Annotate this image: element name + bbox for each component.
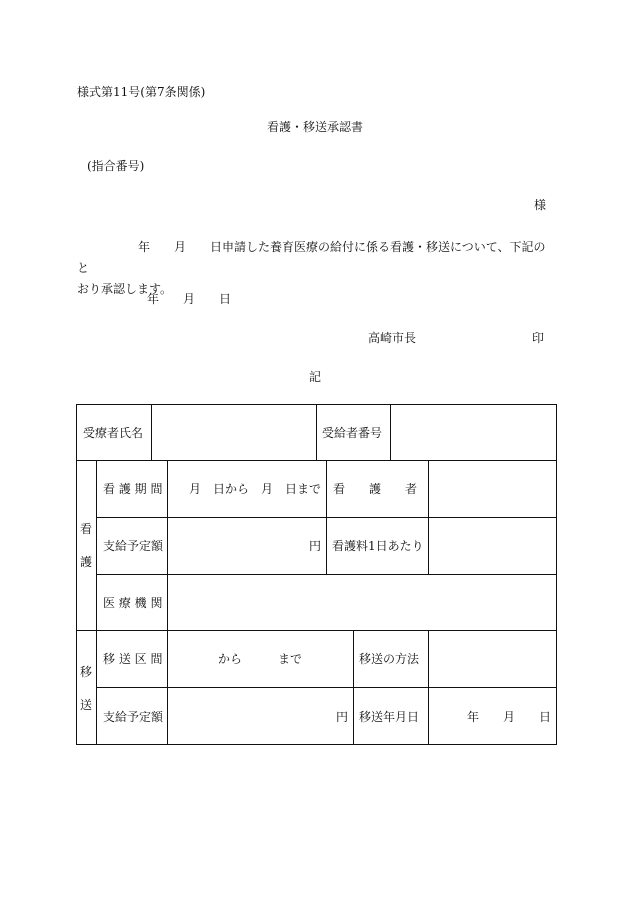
ki-heading: 記 <box>308 370 321 384</box>
daily-fee-field[interactable] <box>428 517 557 574</box>
recipient-number-label: 受給者番号 <box>322 425 383 440</box>
transport-method-label: 移送の方法 <box>359 652 420 666</box>
transport-group-char: 移 <box>79 664 92 679</box>
seal-mark: 印 <box>532 331 545 345</box>
approval-table <box>76 404 557 745</box>
nursing-period-value[interactable]: 月 日から 月 日まで <box>188 482 321 496</box>
medical-institution-label: 医 療 機 関 <box>103 595 163 610</box>
daily-fee-label: 看護料1日あたり <box>332 539 424 553</box>
statement-day-text: 日申請した養育医療の給付に係る看護・移送について、下記のと <box>77 240 546 275</box>
document-title: 看護・移送承認書 <box>266 120 363 134</box>
issue-month: 月 <box>183 292 196 306</box>
nursing-period-label: 看 護 期 間 <box>103 482 163 496</box>
statement-year: 年 <box>138 240 151 254</box>
statement-line2: おり承認します。 <box>77 282 173 296</box>
transport-group-char: 送 <box>79 697 92 712</box>
transport-method-field[interactable] <box>428 630 557 687</box>
transport-section-value[interactable]: から まで <box>217 652 302 666</box>
issuer-name: 高崎市長 <box>368 331 417 345</box>
form-number: 様式第11号(第7条関係) <box>77 85 206 99</box>
statement-month: 月 <box>174 240 187 254</box>
nurse-field[interactable] <box>428 460 557 517</box>
recipient-number-field[interactable] <box>390 404 557 460</box>
nursing-group-label <box>76 460 96 630</box>
nursing-group-char: 護 <box>79 555 92 569</box>
nursing-payment-label: 支給予定額 <box>103 539 164 553</box>
addressee-honorific: 様 <box>534 198 547 212</box>
approval-statement <box>77 237 557 300</box>
transport-date-label: 移送年月日 <box>359 709 420 724</box>
nursing-group-char: 看 <box>79 522 92 536</box>
issue-day: 日 <box>219 292 232 306</box>
transport-payment-field[interactable]: 円 <box>335 709 348 724</box>
patient-name-label: 受療者氏名 <box>83 425 144 440</box>
nursing-payment-field[interactable]: 円 <box>308 539 321 553</box>
issue-year: 年 <box>147 292 160 306</box>
transport-date-field[interactable]: 年 月 日 <box>466 709 551 724</box>
transport-section-label: 移 送 区 間 <box>103 652 163 666</box>
medical-institution-field[interactable] <box>167 574 557 630</box>
transport-group-label <box>76 630 96 745</box>
patient-name-field[interactable] <box>151 404 316 460</box>
designation-number-label: (指合番号) <box>87 159 145 173</box>
nurse-label: 看 護 者 <box>333 482 418 496</box>
transport-payment-label: 支給予定額 <box>103 709 164 724</box>
issue-date-line <box>147 293 231 305</box>
